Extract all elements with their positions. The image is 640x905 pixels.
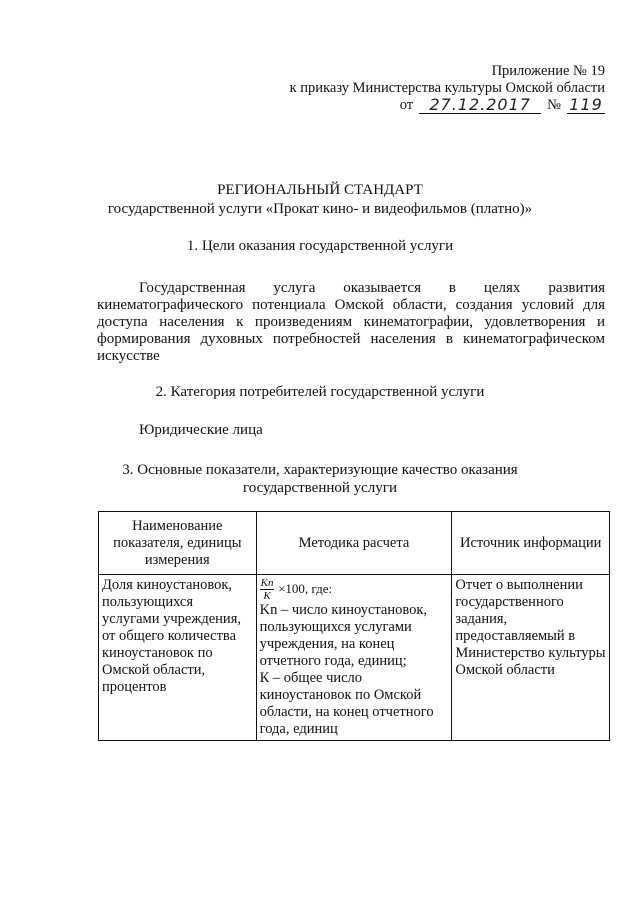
from-label: от	[399, 97, 414, 113]
table-header-row	[99, 512, 610, 575]
quality-indicators-table	[98, 511, 610, 741]
formula-fraction	[260, 577, 275, 602]
formula	[260, 577, 449, 602]
formula-numerator: Kn	[260, 577, 274, 589]
handwritten-date: 27.12.2017	[419, 97, 541, 114]
section-3-heading-line2: государственной услуги	[243, 480, 397, 496]
section-2-heading: 2. Категория потребителей государственной услуги	[155, 384, 485, 400]
section-1-heading: 1. Цели оказания государственной услуги	[186, 238, 454, 254]
method-k-definition: К – общее число киноустановок по Омской области, на конец отчетного года, единиц	[259, 670, 434, 737]
table-row	[99, 575, 610, 741]
header-information-source: Источник информации	[452, 512, 610, 575]
formula-rest: ×100, где:	[278, 580, 333, 596]
section-3-heading-line1: 3. Основные показатели, характеризующие качество оказания	[122, 462, 518, 478]
number-label: №	[547, 97, 561, 113]
header-calculation-method: Методика расчета	[256, 512, 452, 575]
cell-indicator-name: Доля киноустановок, пользующихся услугами учреждения, от общего количества киноустановок по Омской области, процентов	[99, 575, 257, 741]
handwritten-number: 119	[567, 97, 605, 114]
cell-information-source: Отчет о выполнении государственного задания, предоставляемый в Министерство культуры Омской области	[452, 575, 610, 741]
annex-order-reference: к приказу Министерства культуры Омской области	[289, 80, 605, 96]
document-title: РЕГИОНАЛЬНЫЙ СТАНДАРТ	[217, 182, 423, 198]
cell-calculation-method	[256, 575, 452, 741]
annex-label: Приложение № 19	[491, 63, 605, 79]
method-kn-definition: Kn – число киноустановок, пользующихся услугами учреждения, на конец отчетного года, единиц;	[259, 602, 428, 669]
formula-denominator: K	[263, 590, 271, 602]
document-subtitle: государственной услуги «Прокат кино- и видеофильмов (платно)»	[107, 201, 533, 217]
section-2-text: Юридические лица	[139, 422, 263, 438]
annex-date-number	[400, 97, 605, 114]
header-indicator-name: Наименование показателя, единицы измерения	[99, 512, 257, 575]
section-1-text: Государственная услуга оказывается в целях развития кинематографического потенциала Омской области, создания условий для доступа населения к произведениям кинематографии, удовлетворения и формирования духовных потребностей населения в кинематографическом искусстве	[97, 280, 605, 364]
